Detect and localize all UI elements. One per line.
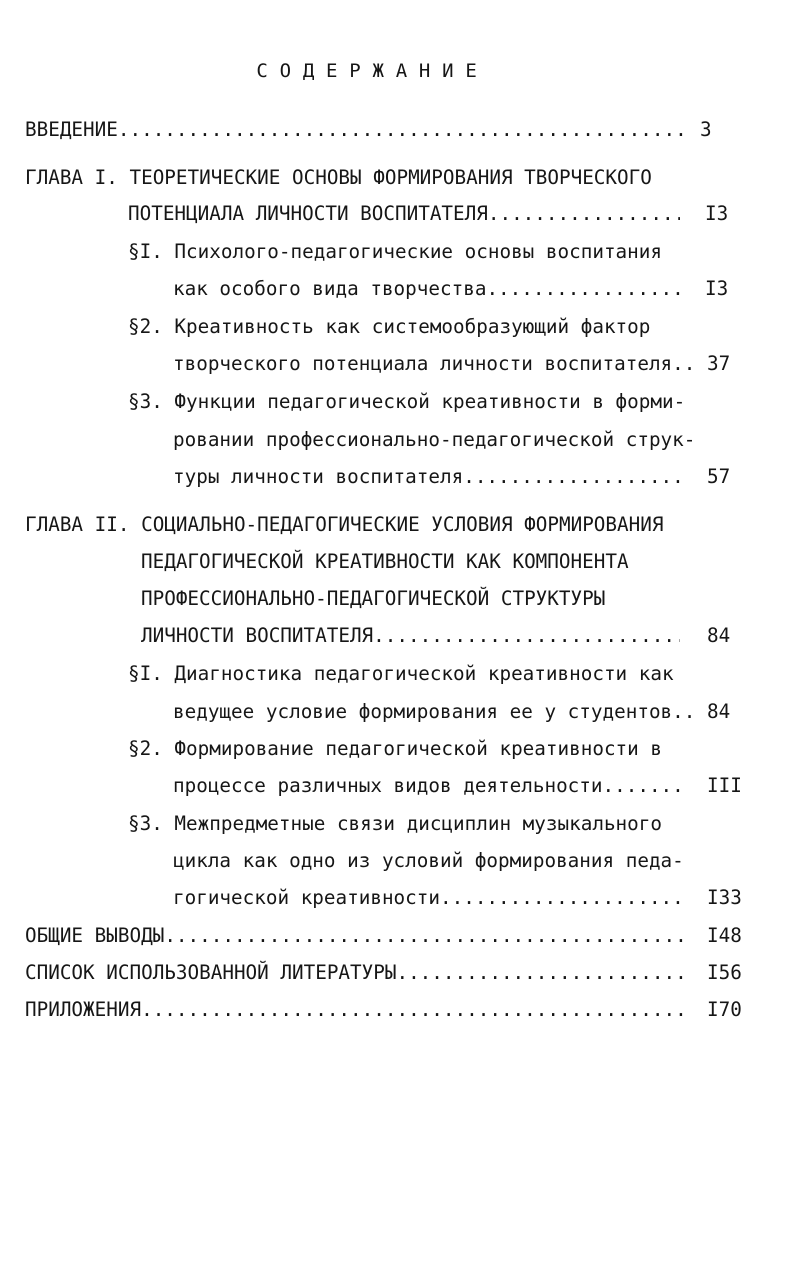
- ch1-section-2-line1: §2. Креативность как системообразующий фактор: [128, 315, 651, 338]
- page-number: III: [707, 774, 742, 797]
- page-number: I56: [707, 961, 742, 984]
- ch2-section-3-line3: [173, 885, 683, 911]
- chapter-2-title-line3: ПРОФЕССИОНАЛЬНО-ПЕДАГОГИЧЕСКОЙ СТРУКТУРЫ: [141, 587, 606, 610]
- leader-dots: [488, 201, 680, 227]
- page-number: 84: [707, 700, 731, 723]
- ch2-section-1-line2: ведущее условие формирования ее у студентов..: [173, 700, 696, 723]
- toc-entry-text: туры личности воспитателя: [173, 465, 464, 488]
- page-number: I48: [707, 924, 742, 947]
- toc-entry-text: ВВЕДЕНИЕ: [25, 118, 118, 141]
- leader-dots: [373, 623, 680, 649]
- leader-dots: [486, 276, 680, 302]
- ch2-section-3-line1: §3. Межпредметные связи дисциплин музыкального: [128, 812, 662, 835]
- page-number: 84: [707, 624, 731, 647]
- page-number: I3: [705, 202, 729, 225]
- leader-dots: [141, 997, 683, 1023]
- ch2-section-2-line2: [173, 773, 683, 799]
- ch2-section-3-line2: цикла как одно из условий формирования педа-: [173, 849, 684, 872]
- ch1-section-1-line2: [173, 276, 680, 302]
- page-number: I70: [707, 998, 742, 1021]
- ch1-section-2-line2: творческого потенциала личности воспитателя..: [173, 352, 696, 375]
- toc-entry-text: гогической креативности: [173, 886, 440, 909]
- leader-dots: [118, 117, 690, 143]
- chapter-2-title-line2: ПЕДАГОГИЧЕСКОЙ КРЕАТИВНОСТИ КАК КОМПОНЕНТА: [141, 550, 629, 573]
- ch1-section-3-line2: ровании профессионально-педагогической струк-: [173, 428, 696, 451]
- page-number: 3: [700, 118, 712, 141]
- toc-entry-text: ЛИЧНОСТИ ВОСПИТАТЕЛЯ: [141, 624, 374, 647]
- leader-dots: [396, 960, 683, 986]
- toc-entry-appendix: [25, 997, 683, 1023]
- toc-entry-text: ПОТЕНЦИАЛА ЛИЧНОСТИ ВОСПИТАТЕЛЯ: [128, 202, 488, 225]
- toc-entry-intro: [25, 117, 690, 143]
- ch1-section-3-line1: §3. Функции педагогической креативности в форми-: [128, 390, 686, 413]
- toc-entry-text: ПРИЛОЖЕНИЯ: [25, 998, 142, 1021]
- page-number: I3: [705, 277, 729, 300]
- toc-title: СОДЕРЖАНИЕ: [256, 60, 489, 82]
- toc-entry-conclusions: [25, 923, 683, 949]
- ch1-section-1-line1: §I. Психолого-педагогические основы воспитания: [128, 240, 662, 263]
- leader-dots: [164, 923, 683, 949]
- chapter-2-title-line4: [141, 623, 680, 649]
- ch1-section-3-line3: [173, 464, 680, 490]
- toc-entry-text: ОБЩИЕ ВЫВОДЫ: [25, 924, 165, 947]
- page-number: 57: [707, 465, 731, 488]
- chapter-1-title-line1: ГЛАВА I. ТЕОРЕТИЧЕСКИЕ ОСНОВЫ ФОРМИРОВАНИЯ ТВОРЧЕСКОГО: [25, 166, 652, 189]
- ch2-section-2-line1: §2. Формирование педагогической креативности в: [128, 737, 662, 760]
- page-number: 37: [707, 352, 731, 375]
- leader-dots: [603, 773, 683, 799]
- toc-entry-text: как особого вида творчества: [173, 277, 487, 300]
- page-number: I33: [707, 886, 742, 909]
- leader-dots: [440, 885, 683, 911]
- ch2-section-1-line1: §I. Диагностика педагогической креативности как: [128, 662, 674, 685]
- toc-entry-references: [25, 960, 683, 986]
- chapter-1-title-line2: [128, 201, 680, 227]
- leader-dots: [463, 464, 680, 490]
- toc-entry-text: процессе различных видов деятельности: [173, 774, 603, 797]
- chapter-2-title-line1: ГЛАВА II. СОЦИАЛЬНО-ПЕДАГОГИЧЕСКИЕ УСЛОВИЯ ФОРМИРОВАНИЯ: [25, 513, 664, 536]
- toc-entry-text: СПИСОК ИСПОЛЬЗОВАННОЙ ЛИТЕРАТУРЫ: [25, 961, 397, 984]
